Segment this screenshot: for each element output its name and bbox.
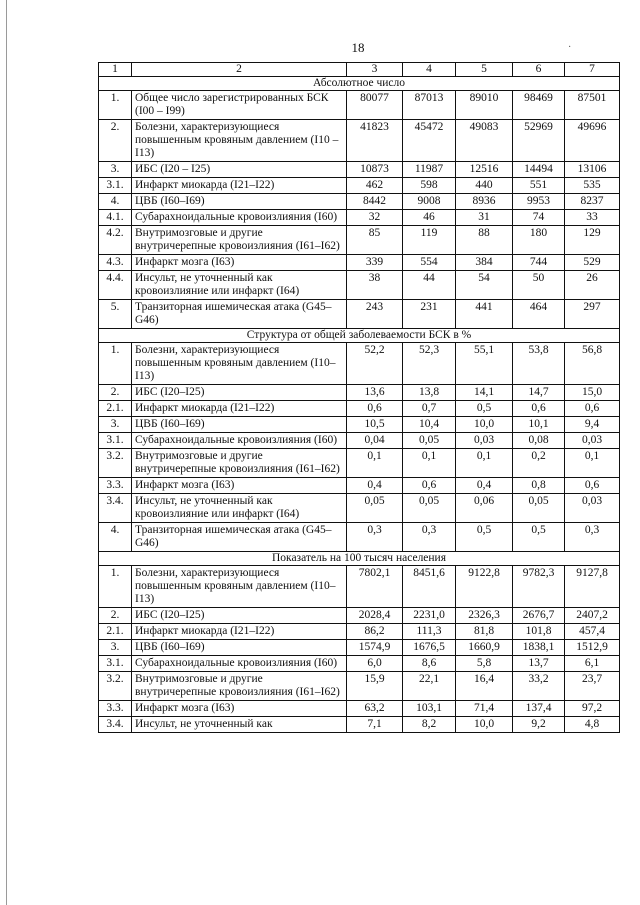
table-body: [99, 63, 620, 733]
row-value: 0,5: [456, 401, 513, 417]
row-value: 12516: [456, 162, 513, 178]
row-value: 0,1: [403, 449, 456, 478]
row-value: 9008: [403, 194, 456, 210]
row-number: 1.: [99, 566, 132, 608]
row-value: 137,4: [513, 701, 565, 717]
row-number: 4.: [99, 194, 132, 210]
table-row: [99, 226, 620, 255]
row-value: 85: [347, 226, 403, 255]
row-number: 2.: [99, 608, 132, 624]
row-value: 297: [565, 300, 620, 329]
row-value: 9953: [513, 194, 565, 210]
row-value: 22,1: [403, 672, 456, 701]
row-value: 41823: [347, 120, 403, 162]
row-value: 8451,6: [403, 566, 456, 608]
row-name: Инфаркт миокарда (I21–I22): [132, 624, 347, 640]
row-value: 0,6: [565, 401, 620, 417]
row-name: Транзиторная ишемическая атака (G45–G46): [132, 523, 347, 552]
row-value: 86,2: [347, 624, 403, 640]
row-value: 45472: [403, 120, 456, 162]
row-value: 33,2: [513, 672, 565, 701]
table-row: [99, 300, 620, 329]
row-value: 0,2: [513, 449, 565, 478]
row-value: 44: [403, 271, 456, 300]
row-value: 52,3: [403, 343, 456, 385]
row-number: 3.1.: [99, 178, 132, 194]
table-row: [99, 271, 620, 300]
row-value: 9,2: [513, 717, 565, 733]
row-number: 2.1.: [99, 401, 132, 417]
row-value: 8,2: [403, 717, 456, 733]
row-value: 32: [347, 210, 403, 226]
row-value: 0,5: [513, 523, 565, 552]
row-value: 119: [403, 226, 456, 255]
table-row: [99, 162, 620, 178]
row-value: 2231,0: [403, 608, 456, 624]
row-number: 1.: [99, 343, 132, 385]
row-value: 89010: [456, 91, 513, 120]
row-number: 2.1.: [99, 624, 132, 640]
row-value: 529: [565, 255, 620, 271]
row-value: 0,6: [565, 478, 620, 494]
row-value: 384: [456, 255, 513, 271]
table-row: [99, 91, 620, 120]
row-number: 3.3.: [99, 701, 132, 717]
row-value: 0,6: [513, 401, 565, 417]
row-number: 2.: [99, 385, 132, 401]
row-value: 14,1: [456, 385, 513, 401]
row-value: 339: [347, 255, 403, 271]
row-value: 0,05: [347, 494, 403, 523]
row-number: 3.2.: [99, 449, 132, 478]
row-value: 441: [456, 300, 513, 329]
row-value: 1574,9: [347, 640, 403, 656]
table-row: [99, 624, 620, 640]
row-value: 0,7: [403, 401, 456, 417]
header-cell: 1: [99, 63, 132, 77]
row-name: Болезни, характеризующиеся повышенным кровяным давлением (I10–I13): [132, 566, 347, 608]
row-value: 0,6: [347, 401, 403, 417]
row-value: 46: [403, 210, 456, 226]
row-name: Болезни, характеризующиеся повышенным кровяным давлением (I10–I13): [132, 343, 347, 385]
row-name: Внутримозговые и другие внутричерепные кровоизлияния (I61–I62): [132, 226, 347, 255]
row-value: 14,7: [513, 385, 565, 401]
row-value: 0,5: [456, 523, 513, 552]
row-name: Инфаркт мозга (I63): [132, 255, 347, 271]
row-value: 23,7: [565, 672, 620, 701]
row-value: 13,6: [347, 385, 403, 401]
row-value: 1512,9: [565, 640, 620, 656]
row-name: Инсульт, не уточненный как: [132, 717, 347, 733]
table-row: [99, 178, 620, 194]
row-name: ЦВБ (I60–I69): [132, 640, 347, 656]
row-name: Инфаркт миокарда (I21–I22): [132, 178, 347, 194]
row-value: 0,03: [456, 433, 513, 449]
row-name: ИБС (I20–I25): [132, 385, 347, 401]
row-name: Инсульт, не уточненный как кровоизлияние или инфаркт (I64): [132, 271, 347, 300]
header-cell: 5: [456, 63, 513, 77]
row-value: 49696: [565, 120, 620, 162]
row-value: 0,3: [403, 523, 456, 552]
row-value: 81,8: [456, 624, 513, 640]
row-name: Субарахноидальные кровоизлияния (I60): [132, 433, 347, 449]
row-name: Внутримозговые и другие внутричерепные кровоизлияния (I61–I62): [132, 449, 347, 478]
row-number: 3.4.: [99, 494, 132, 523]
row-name: Болезни, характеризующиеся повышенным кровяным давлением (I10 – I13): [132, 120, 347, 162]
row-number: 2.: [99, 120, 132, 162]
row-value: 0,4: [456, 478, 513, 494]
row-value: 8,6: [403, 656, 456, 672]
row-value: 0,05: [403, 433, 456, 449]
row-value: 6,1: [565, 656, 620, 672]
row-value: 0,1: [347, 449, 403, 478]
row-value: 0,05: [403, 494, 456, 523]
row-value: 0,1: [456, 449, 513, 478]
table-row: [99, 417, 620, 433]
row-value: 10,0: [456, 417, 513, 433]
row-value: 0,03: [565, 494, 620, 523]
row-name: Транзиторная ишемическая атака (G45–G46): [132, 300, 347, 329]
table-row: [99, 255, 620, 271]
row-value: 31: [456, 210, 513, 226]
table-row: [99, 523, 620, 552]
row-value: 0,1: [565, 449, 620, 478]
table-row: [99, 449, 620, 478]
row-value: 7,1: [347, 717, 403, 733]
row-name: Внутримозговые и другие внутричерепные кровоизлияния (I61–I62): [132, 672, 347, 701]
row-value: 15,9: [347, 672, 403, 701]
row-value: 87501: [565, 91, 620, 120]
row-value: 63,2: [347, 701, 403, 717]
row-number: 3.3.: [99, 478, 132, 494]
row-value: 10,1: [513, 417, 565, 433]
row-value: 744: [513, 255, 565, 271]
row-value: 52,2: [347, 343, 403, 385]
row-value: 26: [565, 271, 620, 300]
table-row: [99, 672, 620, 701]
row-value: 53,8: [513, 343, 565, 385]
row-value: 440: [456, 178, 513, 194]
row-value: 13,8: [403, 385, 456, 401]
row-value: 6,0: [347, 656, 403, 672]
row-number: 4.3.: [99, 255, 132, 271]
row-name: Инсульт, не уточненный как кровоизлияние или инфаркт (I64): [132, 494, 347, 523]
row-value: 52969: [513, 120, 565, 162]
row-value: 0,06: [456, 494, 513, 523]
table-header-row: [99, 63, 620, 77]
row-value: 0,03: [565, 433, 620, 449]
section-title: Структура от общей заболеваемости БСК в %: [99, 329, 620, 343]
row-value: 0,6: [403, 478, 456, 494]
row-number: 3.1.: [99, 656, 132, 672]
row-value: 55,1: [456, 343, 513, 385]
row-value: 16,4: [456, 672, 513, 701]
row-value: 74: [513, 210, 565, 226]
row-value: 457,4: [565, 624, 620, 640]
row-number: 5.: [99, 300, 132, 329]
page-number: 18: [351, 40, 365, 55]
row-value: 14494: [513, 162, 565, 178]
row-value: 0,04: [347, 433, 403, 449]
row-value: 0,05: [513, 494, 565, 523]
header-cell: 7: [565, 63, 620, 77]
row-value: 103,1: [403, 701, 456, 717]
row-value: 598: [403, 178, 456, 194]
row-value: 8237: [565, 194, 620, 210]
table-row: [99, 701, 620, 717]
row-value: 88: [456, 226, 513, 255]
row-value: 10873: [347, 162, 403, 178]
row-value: 0,4: [347, 478, 403, 494]
table-row: [99, 656, 620, 672]
row-value: 54: [456, 271, 513, 300]
row-value: 98469: [513, 91, 565, 120]
row-number: 1.: [99, 91, 132, 120]
table-row: [99, 494, 620, 523]
row-value: 10,5: [347, 417, 403, 433]
section-title-row: [99, 329, 620, 343]
row-value: 97,2: [565, 701, 620, 717]
row-value: 1838,1: [513, 640, 565, 656]
row-name: ЦВБ (I60–I69): [132, 194, 347, 210]
row-value: 87013: [403, 91, 456, 120]
table-row: [99, 566, 620, 608]
row-value: 535: [565, 178, 620, 194]
row-value: 11987: [403, 162, 456, 178]
table-row: [99, 640, 620, 656]
row-value: 4,8: [565, 717, 620, 733]
row-value: 5,8: [456, 656, 513, 672]
row-value: 38: [347, 271, 403, 300]
row-value: 9,4: [565, 417, 620, 433]
table-row: [99, 385, 620, 401]
row-value: 9127,8: [565, 566, 620, 608]
table-row: [99, 401, 620, 417]
row-value: 2028,4: [347, 608, 403, 624]
scan-dot: ·: [568, 42, 572, 53]
section-title-row: [99, 552, 620, 566]
row-name: Инфаркт мозга (I63): [132, 701, 347, 717]
row-value: 101,8: [513, 624, 565, 640]
row-number: 3.4.: [99, 717, 132, 733]
row-name: Субарахноидальные кровоизлияния (I60): [132, 656, 347, 672]
row-number: 4.4.: [99, 271, 132, 300]
section-title: Абсолютное число: [99, 77, 620, 91]
page-edge-rule: [6, 0, 7, 905]
row-name: Инфаркт миокарда (I21–I22): [132, 401, 347, 417]
row-value: 71,4: [456, 701, 513, 717]
row-value: 13,7: [513, 656, 565, 672]
row-value: 8936: [456, 194, 513, 210]
header-cell: 3: [347, 63, 403, 77]
table-row: [99, 478, 620, 494]
row-value: 111,3: [403, 624, 456, 640]
row-value: 2407,2: [565, 608, 620, 624]
row-value: 10,0: [456, 717, 513, 733]
table-row: [99, 608, 620, 624]
row-name: ЦВБ (I60–I69): [132, 417, 347, 433]
section-title-row: [99, 77, 620, 91]
section-title: Показатель на 100 тысяч населения: [99, 552, 620, 566]
header-cell: 2: [132, 63, 347, 77]
row-value: 464: [513, 300, 565, 329]
row-name: Общее число зарегистрированных БСК (I00 – I99): [132, 91, 347, 120]
row-value: 462: [347, 178, 403, 194]
row-value: 180: [513, 226, 565, 255]
row-value: 56,8: [565, 343, 620, 385]
row-value: 1676,5: [403, 640, 456, 656]
row-value: 0,8: [513, 478, 565, 494]
row-value: 2326,3: [456, 608, 513, 624]
row-number: 3.: [99, 417, 132, 433]
table-row: [99, 194, 620, 210]
statistics-table: [98, 62, 620, 733]
row-value: 0,3: [565, 523, 620, 552]
row-value: 15,0: [565, 385, 620, 401]
row-value: 554: [403, 255, 456, 271]
header-cell: 6: [513, 63, 565, 77]
table-row: [99, 433, 620, 449]
table-row: [99, 210, 620, 226]
row-name: Субарахноидальные кровоизлияния (I60): [132, 210, 347, 226]
row-value: 129: [565, 226, 620, 255]
row-number: 3.1.: [99, 433, 132, 449]
row-value: 13106: [565, 162, 620, 178]
row-number: 4.: [99, 523, 132, 552]
table-row: [99, 120, 620, 162]
row-name: ИБС (I20–I25): [132, 608, 347, 624]
row-value: 0,3: [347, 523, 403, 552]
row-value: 231: [403, 300, 456, 329]
row-value: 50: [513, 271, 565, 300]
row-name: Инфаркт мозга (I63): [132, 478, 347, 494]
row-number: 3.: [99, 162, 132, 178]
row-value: 80077: [347, 91, 403, 120]
row-value: 10,4: [403, 417, 456, 433]
row-number: 3.2.: [99, 672, 132, 701]
table-row: [99, 343, 620, 385]
row-value: 7802,1: [347, 566, 403, 608]
row-value: 2676,7: [513, 608, 565, 624]
table-row: [99, 717, 620, 733]
row-name: ИБС (I20 – I25): [132, 162, 347, 178]
row-number: 4.1.: [99, 210, 132, 226]
row-value: 9782,3: [513, 566, 565, 608]
row-value: 243: [347, 300, 403, 329]
row-value: 0,08: [513, 433, 565, 449]
row-value: 49083: [456, 120, 513, 162]
row-value: 8442: [347, 194, 403, 210]
header-cell: 4: [403, 63, 456, 77]
row-number: 3.: [99, 640, 132, 656]
row-value: 9122,8: [456, 566, 513, 608]
row-value: 551: [513, 178, 565, 194]
row-value: 33: [565, 210, 620, 226]
row-number: 4.2.: [99, 226, 132, 255]
row-value: 1660,9: [456, 640, 513, 656]
